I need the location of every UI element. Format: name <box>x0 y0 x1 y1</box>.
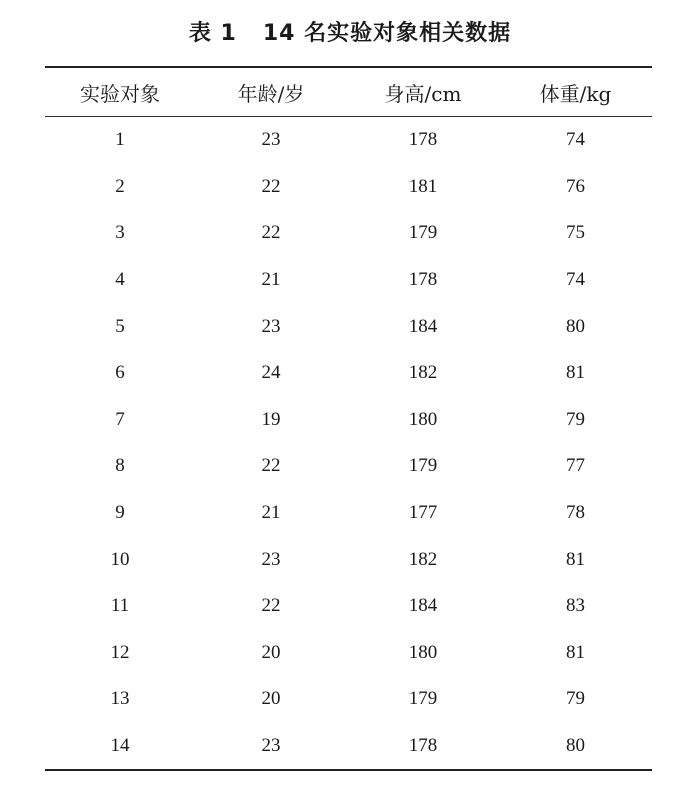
cell-height: 180 <box>408 408 438 430</box>
cell-age: 20 <box>261 641 281 663</box>
data-table <box>45 66 652 771</box>
table-row <box>45 676 652 723</box>
cell-age: 19 <box>261 408 281 430</box>
cell-age: 23 <box>261 735 281 757</box>
header-height: 身高/cm <box>384 81 462 106</box>
cell-height: 182 <box>408 362 438 384</box>
cell-subject: 2 <box>115 175 125 197</box>
cell-height: 180 <box>408 641 438 663</box>
cell-age: 22 <box>261 222 281 244</box>
cell-age: 20 <box>261 688 281 710</box>
cell-age: 23 <box>261 129 281 151</box>
cell-weight: 79 <box>566 688 585 710</box>
cell-subject: 6 <box>115 362 125 384</box>
cell-height: 184 <box>408 595 438 617</box>
cell-weight: 80 <box>566 315 585 337</box>
cell-age: 23 <box>261 548 281 570</box>
table-row <box>45 630 652 677</box>
cell-age: 22 <box>261 175 281 197</box>
cell-weight: 81 <box>566 641 585 663</box>
table-row <box>45 397 652 444</box>
table-row <box>45 210 652 257</box>
cell-subject: 5 <box>115 315 125 337</box>
table-body <box>45 117 652 769</box>
cell-age: 21 <box>261 502 281 524</box>
cell-weight: 80 <box>566 735 585 757</box>
cell-subject: 3 <box>115 222 125 244</box>
cell-subject: 7 <box>115 408 125 430</box>
table-row <box>45 164 652 211</box>
cell-weight: 76 <box>566 175 585 197</box>
cell-height: 179 <box>408 688 438 710</box>
table-row <box>45 257 652 304</box>
table-header-row <box>45 68 652 117</box>
cell-age: 22 <box>261 455 281 477</box>
header-age: 年龄/岁 <box>237 81 305 106</box>
table-caption <box>0 16 700 47</box>
cell-subject: 1 <box>115 129 125 151</box>
cell-subject: 4 <box>115 269 125 291</box>
cell-weight: 81 <box>566 362 585 384</box>
cell-weight: 74 <box>566 269 585 291</box>
table-number: 表 1 <box>188 21 237 46</box>
cell-subject: 13 <box>110 688 130 710</box>
cell-subject: 14 <box>110 735 130 757</box>
cell-weight: 74 <box>566 129 585 151</box>
cell-age: 24 <box>261 362 281 384</box>
table-row <box>45 443 652 490</box>
table-row <box>45 490 652 537</box>
table-row <box>45 350 652 397</box>
cell-height: 179 <box>408 455 438 477</box>
cell-subject: 9 <box>115 502 125 524</box>
cell-height: 178 <box>408 269 438 291</box>
table-title: 14 名实验对象相关数据 <box>262 21 512 46</box>
cell-height: 177 <box>408 502 438 524</box>
table-row <box>45 303 652 350</box>
cell-subject: 12 <box>110 641 130 663</box>
table-row <box>45 117 652 164</box>
cell-weight: 81 <box>566 548 585 570</box>
cell-subject: 8 <box>115 455 125 477</box>
cell-weight: 77 <box>566 455 585 477</box>
cell-subject: 10 <box>110 548 130 570</box>
cell-height: 184 <box>408 315 438 337</box>
cell-weight: 78 <box>566 502 585 524</box>
cell-height: 178 <box>408 735 438 757</box>
cell-height: 182 <box>408 548 438 570</box>
cell-weight: 79 <box>566 408 585 430</box>
table-row <box>45 536 652 583</box>
cell-weight: 83 <box>566 595 585 617</box>
header-subject: 实验对象 <box>80 81 160 106</box>
cell-subject: 11 <box>110 595 130 617</box>
table-row <box>45 583 652 630</box>
cell-age: 23 <box>261 315 281 337</box>
table-row <box>45 723 652 770</box>
cell-weight: 75 <box>566 222 585 244</box>
cell-height: 181 <box>408 175 438 197</box>
cell-age: 22 <box>261 595 281 617</box>
cell-height: 178 <box>408 129 438 151</box>
cell-height: 179 <box>408 222 438 244</box>
header-weight: 体重/kg <box>539 81 612 106</box>
cell-age: 21 <box>261 269 281 291</box>
